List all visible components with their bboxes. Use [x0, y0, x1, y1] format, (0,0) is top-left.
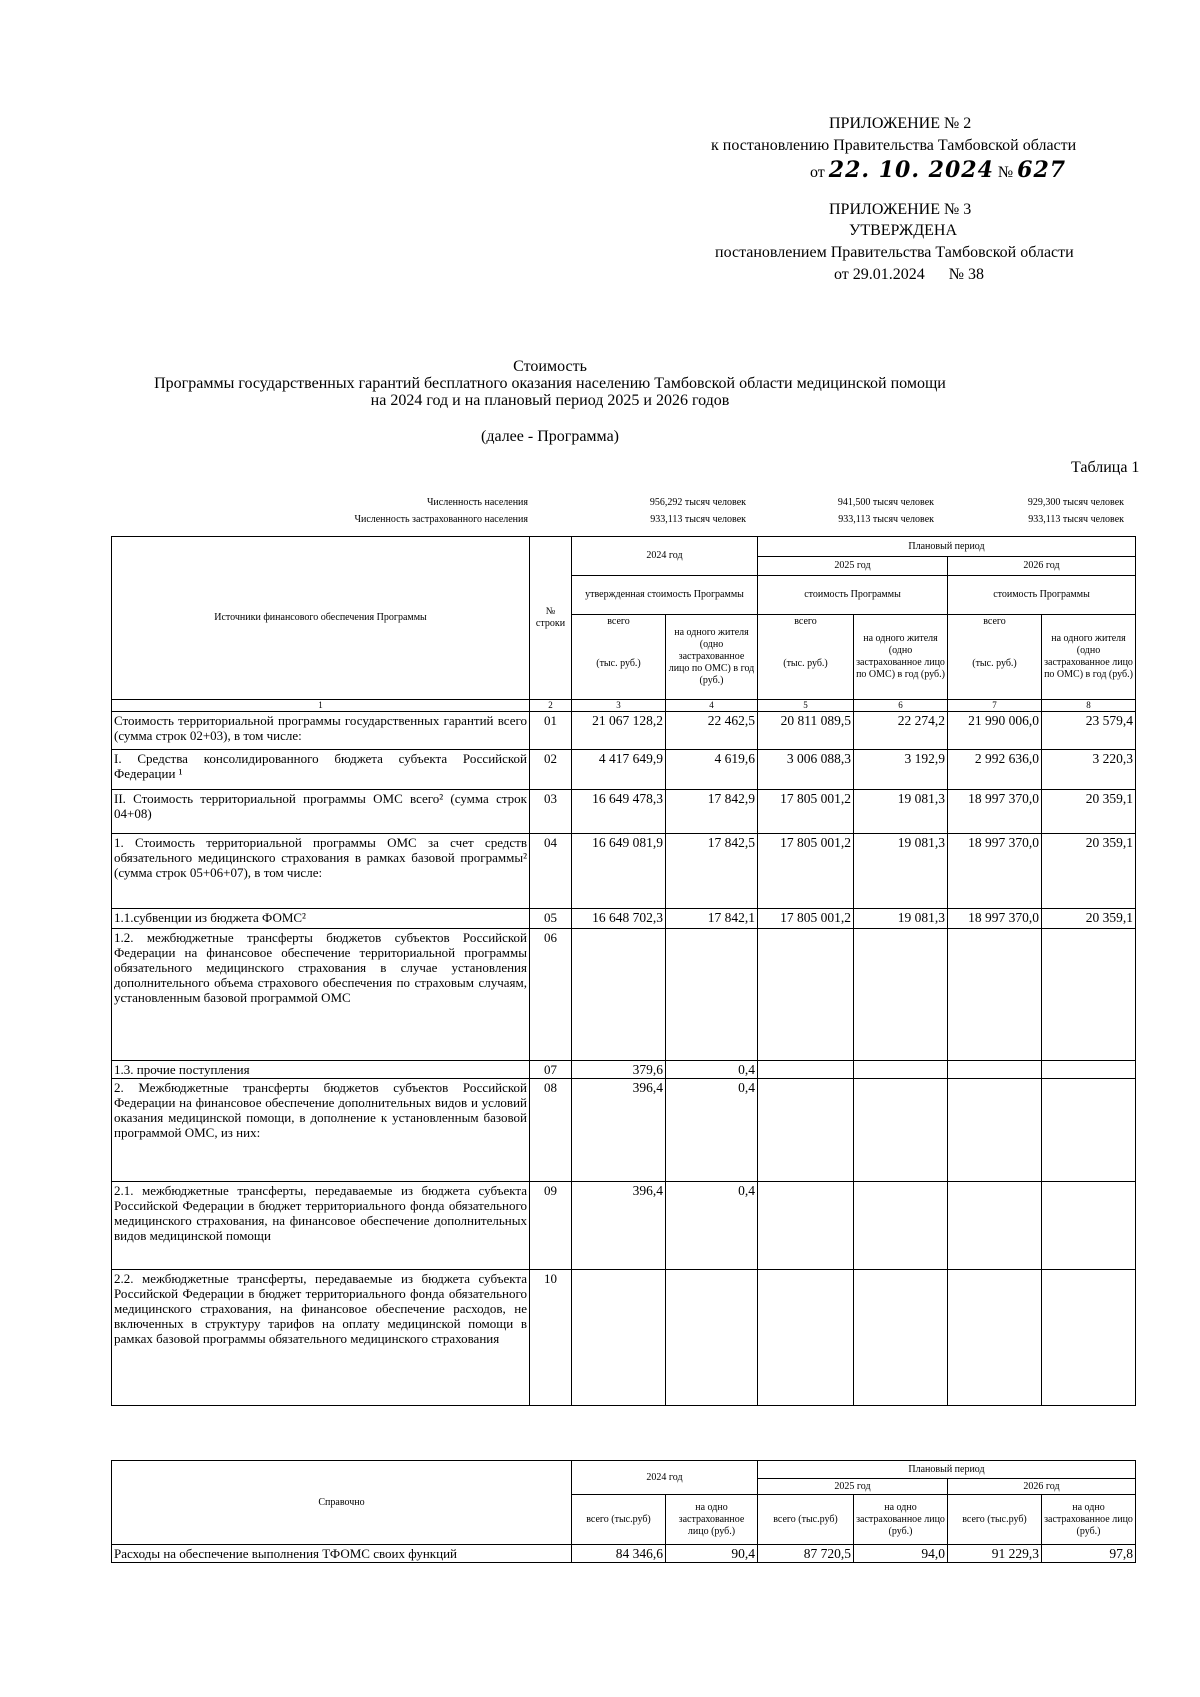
- row-value: [1042, 1078, 1136, 1181]
- ref-total-2025: всего (тыс.руб): [758, 1495, 854, 1545]
- row-value: [1042, 928, 1136, 1060]
- row-value: [758, 1181, 854, 1269]
- row-value: 18 997 370,0: [948, 789, 1042, 833]
- row-value: [948, 1060, 1042, 1078]
- ref-data-row: [112, 1545, 1136, 1563]
- cost-2025-header: стоимость Программы: [758, 576, 948, 615]
- reference-table: [111, 1460, 1136, 1563]
- row-value: [572, 928, 666, 1060]
- row-number: 04: [530, 833, 572, 908]
- row-value: 20 359,1: [1042, 908, 1136, 928]
- table-row: [112, 749, 1136, 789]
- number-sign: №: [997, 164, 1014, 181]
- row-number: 08: [530, 1078, 572, 1181]
- row-value: 20 359,1: [1042, 833, 1136, 908]
- row-value: 17 842,1: [666, 908, 758, 928]
- col-num-5: 5: [758, 699, 854, 711]
- row-label: 1.3. прочие поступления: [112, 1060, 530, 1078]
- row-value: 2 992 636,0: [948, 749, 1042, 789]
- row-value: 396,4: [572, 1078, 666, 1181]
- row-label: 1.1.субвенции из бюджета ФОМС²: [112, 908, 530, 928]
- row-label: 1. Стоимость территориальной программы ОМС за счет средств обязательного медицинского страхования в рамках базовой программы² (сумма строк 05+06+07), в том числе:: [112, 833, 530, 908]
- appendix-2-subtitle: к постановлению Правительства Тамбовской области: [711, 137, 1077, 154]
- date-prefix: от: [810, 164, 825, 181]
- row-value: [666, 1269, 758, 1405]
- ref-planned-header: Плановый период: [758, 1461, 1136, 1479]
- handwritten-number: 627: [1017, 157, 1067, 183]
- row-value: [948, 1181, 1042, 1269]
- row-value: [1042, 1181, 1136, 1269]
- row-value: 16 648 702,3: [572, 908, 666, 928]
- unit-2025: (тыс. руб.): [758, 629, 854, 699]
- ref-total-2024: всего (тыс.руб): [572, 1495, 666, 1545]
- row-value: 3 220,3: [1042, 749, 1136, 789]
- planned-period-header: Плановый период: [758, 537, 1136, 557]
- row-value: 19 081,3: [854, 789, 948, 833]
- row-value: 22 274,2: [854, 711, 948, 749]
- ref-total-2026: всего (тыс.руб): [948, 1495, 1042, 1545]
- table-row: [112, 1060, 1136, 1078]
- row-value: 21 067 128,2: [572, 711, 666, 749]
- total-2026-header: всего: [948, 615, 1042, 630]
- ref-header-row-1: [112, 1461, 1136, 1479]
- row-value: 18 997 370,0: [948, 833, 1042, 908]
- row-value: [572, 1269, 666, 1405]
- row-label: 2.2. межбюджетные трансферты, передаваемые из бюджета субъекта Российской Федерации в бюджет территориального фонда обязательного медицинского страхования, на финансовое обеспечение расходов, не включенных в структуру тарифов на оплату медицинской помощи в рамках базовой программы обязательного медицинского страхования: [112, 1269, 530, 1405]
- per-capita-2025-header: на одного жителя (одно застрахованное лицо по ОМС) в год (руб.): [854, 615, 948, 700]
- row-value: [758, 928, 854, 1060]
- row-value: 3 192,9: [854, 749, 948, 789]
- ref-value: 91 229,3: [948, 1545, 1042, 1563]
- approved-cost-header: утвержденная стоимость Программы: [572, 576, 758, 615]
- appendix-2-date-line: [810, 157, 1067, 183]
- row-value: 19 081,3: [854, 908, 948, 928]
- appendix-3-date: от 29.01.2024 № 38: [834, 266, 985, 283]
- title-line-2: Программы государственных гарантий бесплатного оказания населению Тамбовской области медицинской помощи: [154, 375, 946, 392]
- ref-2025-header: 2025 год: [758, 1479, 948, 1495]
- insured-2025: 933,113 тысяч человек: [838, 514, 934, 525]
- cost-table-body: [112, 711, 1136, 1405]
- row-value: 23 579,4: [1042, 711, 1136, 749]
- population-2026: 929,300 тысяч человек: [1027, 497, 1124, 508]
- row-value: 396,4: [572, 1181, 666, 1269]
- row-value: [666, 928, 758, 1060]
- col-num-6: 6: [854, 699, 948, 711]
- row-value: 0,4: [666, 1078, 758, 1181]
- population-2024: 956,292 тысяч человек: [649, 497, 746, 508]
- insured-2024: 933,113 тысяч человек: [650, 514, 746, 525]
- reference-header: Справочно: [112, 1461, 572, 1545]
- row-value: [854, 1181, 948, 1269]
- row-number-header: № строки: [530, 537, 572, 700]
- row-value: 19 081,3: [854, 833, 948, 908]
- ref-per-2024: на одно застрахованное лицо (руб.): [666, 1495, 758, 1545]
- ref-value: 84 346,6: [572, 1545, 666, 1563]
- total-2025-header: всего: [758, 615, 854, 630]
- row-value: 17 805 001,2: [758, 789, 854, 833]
- col-num-2: 2: [530, 699, 572, 711]
- row-value: 17 842,5: [666, 833, 758, 908]
- row-label: I. Средства консолидированного бюджета субъекта Российской Федерации ¹: [112, 749, 530, 789]
- ref-per-2026: на одно застрахованное лицо (руб.): [1042, 1495, 1136, 1545]
- row-number: 09: [530, 1181, 572, 1269]
- title-line-3: на 2024 год и на плановый период 2025 и 2026 годов: [370, 392, 730, 409]
- ref-2024-header: 2024 год: [572, 1461, 758, 1495]
- row-value: [948, 1269, 1042, 1405]
- row-value: [758, 1060, 854, 1078]
- per-capita-2024-header: на одного жителя (одно застрахованное лицо по ОМС) в год (руб.): [666, 615, 758, 700]
- row-label: Стоимость территориальной программы государственных гарантий всего (сумма строк 02+03), в том числе:: [112, 711, 530, 749]
- table-row: [112, 928, 1136, 1060]
- year-2026-header: 2026 год: [948, 557, 1136, 576]
- ref-row-label: Расходы на обеспечение выполнения ТФОМС своих функций: [112, 1545, 572, 1563]
- insured-2026: 933,113 тысяч человек: [1028, 514, 1124, 525]
- col-num-3: 3: [572, 699, 666, 711]
- appendix-3-title: ПРИЛОЖЕНИЕ № 3: [829, 201, 972, 218]
- row-value: [854, 1078, 948, 1181]
- row-value: [948, 928, 1042, 1060]
- per-capita-2026-header: на одного жителя (одно застрахованное лицо по ОМС) в год (руб.): [1042, 615, 1136, 700]
- insured-population-label: Численность застрахованного населения: [354, 514, 528, 525]
- title-line-1: Стоимость: [513, 358, 587, 375]
- ref-value: 97,8: [1042, 1545, 1136, 1563]
- year-2024-header: 2024 год: [572, 537, 758, 576]
- handwritten-date: 22. 10. 2024: [828, 157, 994, 183]
- row-value: 20 359,1: [1042, 789, 1136, 833]
- table-label: Таблица 1: [1071, 459, 1140, 476]
- row-value: 17 842,9: [666, 789, 758, 833]
- header-row-1: [112, 537, 1136, 557]
- row-value: 16 649 081,9: [572, 833, 666, 908]
- row-label: 2. Межбюджетные трансферты бюджетов субъектов Российской Федерации на финансовое обеспечение дополнительных видов и условий оказания медицинской помощи, в дополнение к установленным базовой программой ОМС, из них:: [112, 1078, 530, 1181]
- table-row: [112, 711, 1136, 749]
- ref-per-2025: на одно застрахованное лицо (руб.): [854, 1495, 948, 1545]
- row-value: [1042, 1269, 1136, 1405]
- row-value: 3 006 088,3: [758, 749, 854, 789]
- row-number: 01: [530, 711, 572, 749]
- appendix-2-title: ПРИЛОЖЕНИЕ № 2: [829, 115, 972, 132]
- row-number: 02: [530, 749, 572, 789]
- col-num-7: 7: [948, 699, 1042, 711]
- row-number: 03: [530, 789, 572, 833]
- table-row: [112, 833, 1136, 908]
- table-row: [112, 1078, 1136, 1181]
- ref-value: 87 720,5: [758, 1545, 854, 1563]
- approved-label: УТВЕРЖДЕНА: [849, 222, 958, 239]
- cost-table: [111, 536, 1136, 1406]
- col-num-4: 4: [666, 699, 758, 711]
- row-number: 07: [530, 1060, 572, 1078]
- total-2024-header: всего: [572, 615, 666, 630]
- row-value: 0,4: [666, 1060, 758, 1078]
- population-label: Численность населения: [426, 497, 528, 508]
- row-value: [758, 1078, 854, 1181]
- table-row: [112, 1269, 1136, 1405]
- unit-2024: (тыс. руб.): [572, 629, 666, 699]
- population-2025: 941,500 тысяч человек: [837, 497, 934, 508]
- row-label: 1.2. межбюджетные трансферты бюджетов субъектов Российской Федерации на финансовое обеспечение территориальной программы обязательного медицинского страхования в случае установления дополнительного объема страхового обеспечения по страховым случаям, установленным базовой программой ОМС: [112, 928, 530, 1060]
- unit-2026: (тыс. руб.): [948, 629, 1042, 699]
- row-label: 2.1. межбюджетные трансферты, передаваемые из бюджета субъекта Российской Федерации в бюджет территориального фонда обязательного медицинского страхования, на финансовое обеспечение дополнительных видов медицинской помощи: [112, 1181, 530, 1269]
- row-value: 4 417 649,9: [572, 749, 666, 789]
- row-value: [1042, 1060, 1136, 1078]
- row-value: [854, 1269, 948, 1405]
- col-num-8: 8: [1042, 699, 1136, 711]
- col-num-1: 1: [112, 699, 530, 711]
- row-value: 22 462,5: [666, 711, 758, 749]
- table-row: [112, 789, 1136, 833]
- ref-value: 94,0: [854, 1545, 948, 1563]
- row-value: 379,6: [572, 1060, 666, 1078]
- row-value: 0,4: [666, 1181, 758, 1269]
- row-value: 17 805 001,2: [758, 833, 854, 908]
- row-number: 05: [530, 908, 572, 928]
- ref-value: 90,4: [666, 1545, 758, 1563]
- ref-2026-header: 2026 год: [948, 1479, 1136, 1495]
- row-value: [854, 928, 948, 1060]
- row-value: 16 649 478,3: [572, 789, 666, 833]
- row-value: 20 811 089,5: [758, 711, 854, 749]
- row-value: 21 990 006,0: [948, 711, 1042, 749]
- row-value: 17 805 001,2: [758, 908, 854, 928]
- row-value: [758, 1269, 854, 1405]
- row-value: [854, 1060, 948, 1078]
- column-number-row: [112, 699, 1136, 711]
- row-value: [948, 1078, 1042, 1181]
- cost-2026-header: стоимость Программы: [948, 576, 1136, 615]
- row-number: 10: [530, 1269, 572, 1405]
- source-header: Источники финансового обеспечения Программы: [112, 537, 530, 700]
- row-value: 18 997 370,0: [948, 908, 1042, 928]
- table-row: [112, 1181, 1136, 1269]
- row-value: 4 619,6: [666, 749, 758, 789]
- row-number: 06: [530, 928, 572, 1060]
- table-row: [112, 908, 1136, 928]
- title-line-4: (далее - Программа): [480, 428, 619, 445]
- appendix-3-subtitle: постановлением Правительства Тамбовской области: [715, 244, 1074, 261]
- document-title: [100, 358, 1000, 409]
- year-2025-header: 2025 год: [758, 557, 948, 576]
- row-label: II. Стоимость территориальной программы ОМС всего² (сумма строк 04+08): [112, 789, 530, 833]
